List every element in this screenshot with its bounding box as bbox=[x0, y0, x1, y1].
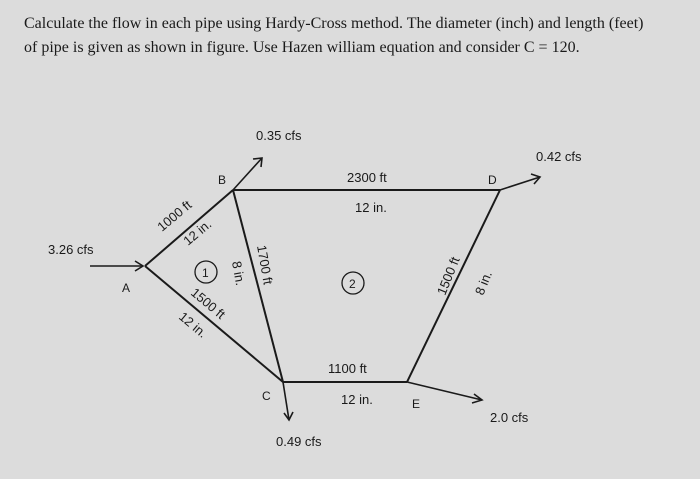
pipe-bc-length: 1700 ft bbox=[254, 243, 276, 286]
loop-1-label: 1 bbox=[202, 266, 209, 280]
problem-line-1: Calculate the flow in each pipe using Hardy-Cross method. The diameter (inch) and length (feet) bbox=[24, 15, 644, 32]
pipe-de-length: 1500 ft bbox=[433, 254, 463, 298]
inflow-a-arrow bbox=[90, 261, 143, 271]
pipe-ce-diameter: 12 in. bbox=[341, 392, 373, 407]
inflow-a-label: 3.26 cfs bbox=[48, 242, 94, 257]
pipe-ce-length: 1100 ft bbox=[328, 361, 367, 376]
pipe-ac-diameter: 12 in. bbox=[176, 308, 211, 341]
outflow-c-label: 0.49 cfs bbox=[276, 434, 322, 449]
outflow-b-label: 0.35 cfs bbox=[256, 128, 302, 143]
pipe-bd-length: 2300 ft bbox=[347, 170, 387, 185]
outflow-c-arrow bbox=[283, 382, 293, 420]
pipe-ac-length: 1500 ft bbox=[188, 284, 229, 322]
pipe-ab-diameter: 12 in. bbox=[180, 216, 215, 249]
pipe-bd-diameter: 12 in. bbox=[355, 200, 387, 215]
pipe-bc-diameter: 8 in. bbox=[229, 259, 249, 287]
outflow-d-label: 0.42 cfs bbox=[536, 149, 582, 164]
loop-1-marker bbox=[195, 261, 217, 283]
node-e-label: E bbox=[412, 397, 421, 411]
pipe-bc bbox=[233, 190, 283, 382]
pipe-ab-length: 1000 ft bbox=[154, 197, 195, 235]
node-c-label: C bbox=[262, 389, 271, 403]
node-b-label: B bbox=[218, 173, 227, 187]
loop-2-marker bbox=[342, 272, 364, 294]
node-d-label: D bbox=[488, 173, 497, 187]
loop-2-label: 2 bbox=[349, 277, 356, 291]
outflow-d-arrow bbox=[500, 174, 540, 190]
node-a-label: A bbox=[122, 281, 131, 295]
outflow-b-arrow bbox=[233, 158, 262, 190]
outflow-e-label: 2.0 cfs bbox=[490, 410, 529, 425]
problem-line-2: of pipe is given as shown in figure. Use Hazen william equation and consider C = 120. bbox=[24, 39, 580, 56]
pipe-de-diameter: 8 in. bbox=[471, 268, 495, 298]
